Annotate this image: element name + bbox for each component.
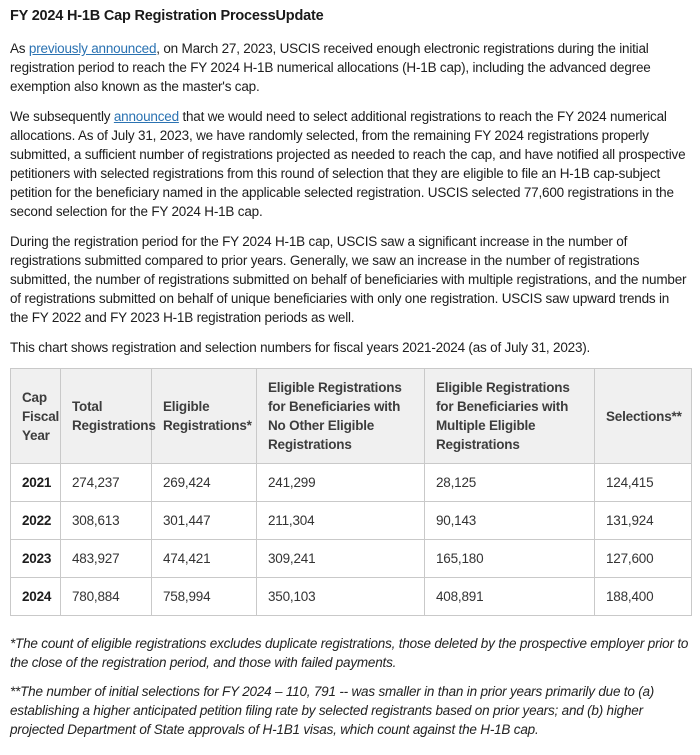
table-row-2024 [11,578,692,616]
table-cell-no-other: 309,241 [257,540,425,578]
header-cap-fiscal-year: Cap Fiscal Year [11,369,61,464]
table-cell-eligible: 301,447 [152,502,257,540]
registrations-table [10,368,692,616]
table-cell-year: 2023 [11,540,61,578]
table-row-2021 [11,464,692,502]
paragraph-1-prefix: As [10,41,29,56]
table-cell-year: 2022 [11,502,61,540]
table-cell-selections: 127,600 [595,540,692,578]
header-selections: Selections** [595,369,692,464]
table-cell-multiple: 90,143 [425,502,595,540]
table-cell-no-other: 211,304 [257,502,425,540]
table-cell-selections: 131,924 [595,502,692,540]
table-cell-eligible: 758,994 [152,578,257,616]
footnote-eligible-registrations: *The count of eligible registrations excludes duplicate registrations, those deleted by the prospective employer prior to the close of the registration period, and those with failed payments. [10,636,689,670]
table-cell-no-other: 350,103 [257,578,425,616]
table-cell-no-other: 241,299 [257,464,425,502]
table-cell-year: 2024 [11,578,61,616]
paragraph-chart-intro: This chart shows registration and selection numbers for fiscal years 2021-2024 (as of July 31, 2023). [10,340,591,355]
paragraph-initial-announcement [10,39,690,96]
header-total-registrations: Total Registrations [61,369,152,464]
table-cell-multiple: 28,125 [425,464,595,502]
table-cell-total: 274,237 [61,464,152,502]
header-eligible-registrations: Eligible Registrations* [152,369,257,464]
header-eligible-multiple: Eligible Registrations for Beneficiaries with Multiple Eligible Registrations [425,369,595,464]
page-title: FY 2024 H-1B Cap Registration ProcessUpdate [10,8,324,24]
paragraph-registration-trends: During the registration period for the FY 2024 H-1B cap, USCIS saw a significant increase in the number of registrations submitted compared to prior years. Generally, we saw an increase in the number of registrations submitted, the number of registrations submitted on behalf of beneficiaries with multiple registrations, and the number of registrations submitted on behalf of unique beneficiaries with only one registration. USCIS saw upward trends in the FY 2022 and FY 2023 H-1B registration periods as well. [10,234,687,325]
table-row-2023 [11,540,692,578]
paragraph-2-prefix: We subsequently [10,109,114,124]
table-header-row [11,369,692,464]
table-cell-total: 780,884 [61,578,152,616]
announced-link[interactable]: announced [113,109,179,124]
table-cell-total: 483,927 [61,540,152,578]
paragraph-2-suffix: that we would need to select additional registrations to reach the FY 2024 numerical allocations. As of July 31, 2023, we have randomly selected, from the remaining FY 2024 registrations properly submitted, a sufficient number of registrations projected as needed to reach the cap, and have notified all prospective petitioners with selected registrations from this round of selection that they are eligible to file an H-1B cap-subject petition for the beneficiary named in the applicable selected registration. USCIS selected 77,600 registrations in the second selection for the FY 2024 H-1B cap. [10,109,686,219]
previously-announced-link[interactable]: previously announced [28,41,157,56]
table-row-2022 [11,502,692,540]
table-cell-selections: 124,415 [595,464,692,502]
table-cell-selections: 188,400 [595,578,692,616]
table-cell-multiple: 165,180 [425,540,595,578]
table-cell-eligible: 269,424 [152,464,257,502]
paragraph-second-selection [10,107,690,221]
table-cell-year: 2021 [11,464,61,502]
table-cell-multiple: 408,891 [425,578,595,616]
header-eligible-no-other: Eligible Registrations for Beneficiaries with No Other Eligible Registrations [257,369,425,464]
paragraph-1-suffix: , on March 27, 2023, USCIS received enough electronic registrations during the initial registration period to reach the FY 2024 H-1B numerical allocations (H-1B cap), including the advanced degree exemption also known as the master's cap. [10,41,651,94]
table-cell-total: 308,613 [61,502,152,540]
table-cell-eligible: 474,421 [152,540,257,578]
footnote-initial-selections: **The number of initial selections for FY 2024 – 110, 791 -- was smaller in than in prior years primarily due to (a) establishing a higher anticipated petition filing rate by selected registrants based on prior years; and (b) higher projected Department of State approvals of H-1B1 visas, which count against the H-1B cap. [10,684,655,737]
